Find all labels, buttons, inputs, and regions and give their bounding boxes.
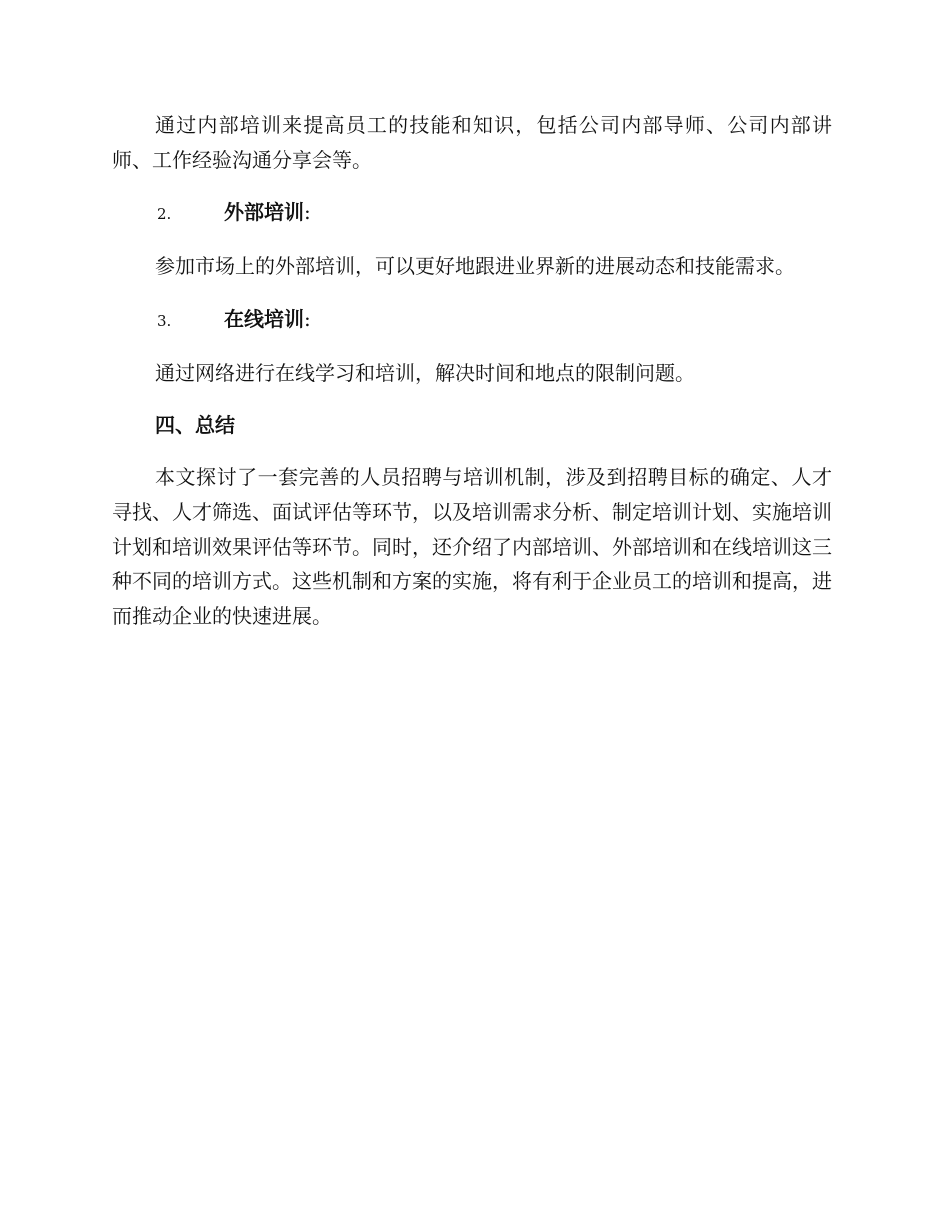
paragraph-external-training: 参加市场上的外部培训，可以更好地跟进业界新的进展动态和技能需求。 — [155, 254, 795, 279]
section-heading-summary: 四、总结 — [155, 413, 235, 438]
list-item-online-training — [112, 302, 832, 338]
list-item-colon: : — [304, 200, 311, 225]
list-item-colon: : — [304, 306, 311, 331]
document-page — [112, 108, 832, 651]
paragraph-summary: 本文探讨了一套完善的人员招聘与培训机制，涉及到招聘目标的确定、人才寻找、人才筛选、面试评估等环节，以及培训需求分析、制定培训计划、实施培训计划和培训效果评估等环节。同时，还介绍了内部培训、外部培训和在线培训这三种不同的培训方式。这些机制和方案的实施，将有利于企业员工的培训和提高，进而推动企业的快速进展。 — [112, 465, 832, 628]
list-item-number: 3. — [157, 311, 172, 330]
list-item-title: 外部培训 — [224, 200, 304, 225]
paragraph-online-training: 通过网络进行在线学习和培训，解决时间和地点的限制问题。 — [155, 360, 695, 385]
paragraph-internal-training: 通过内部培训来提高员工的技能和知识，包括公司内部导师、公司内部讲师、工作经验沟通分享会等。 — [112, 113, 832, 172]
list-item-number: 2. — [157, 205, 172, 224]
list-item-external-training — [112, 195, 832, 231]
list-item-title: 在线培训 — [224, 306, 304, 331]
